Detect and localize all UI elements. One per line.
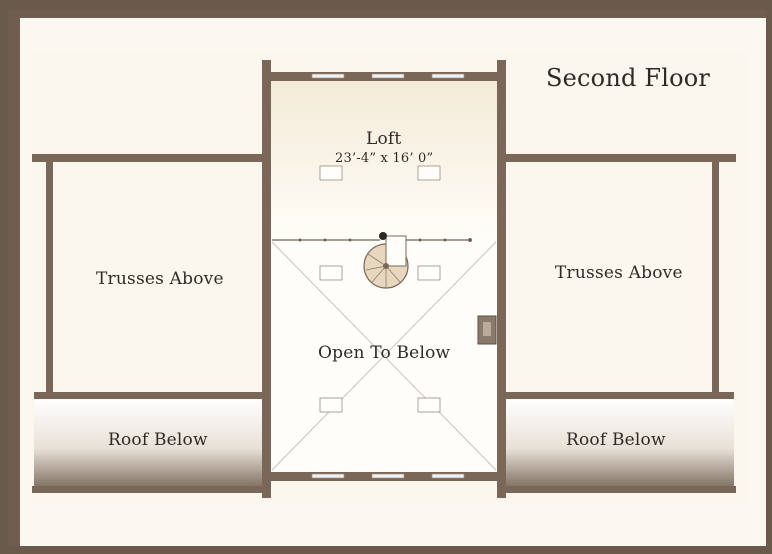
wall-vent: [478, 316, 496, 344]
open-to-below-label: Open To Below: [318, 343, 451, 363]
roof-left-label: Roof Below: [108, 430, 208, 450]
bottom-windows: [312, 474, 464, 478]
roof-right-label: Roof Below: [566, 430, 666, 450]
top-windows: [312, 74, 464, 78]
loft-label: Loft: [366, 129, 402, 149]
trusses-left-label: Trusses Above: [96, 269, 224, 289]
loft-dimensions: 23’-4” x 16’ 0”: [335, 151, 434, 166]
plan-title: Second Floor: [546, 64, 711, 92]
trusses-right-label: Trusses Above: [555, 263, 683, 283]
